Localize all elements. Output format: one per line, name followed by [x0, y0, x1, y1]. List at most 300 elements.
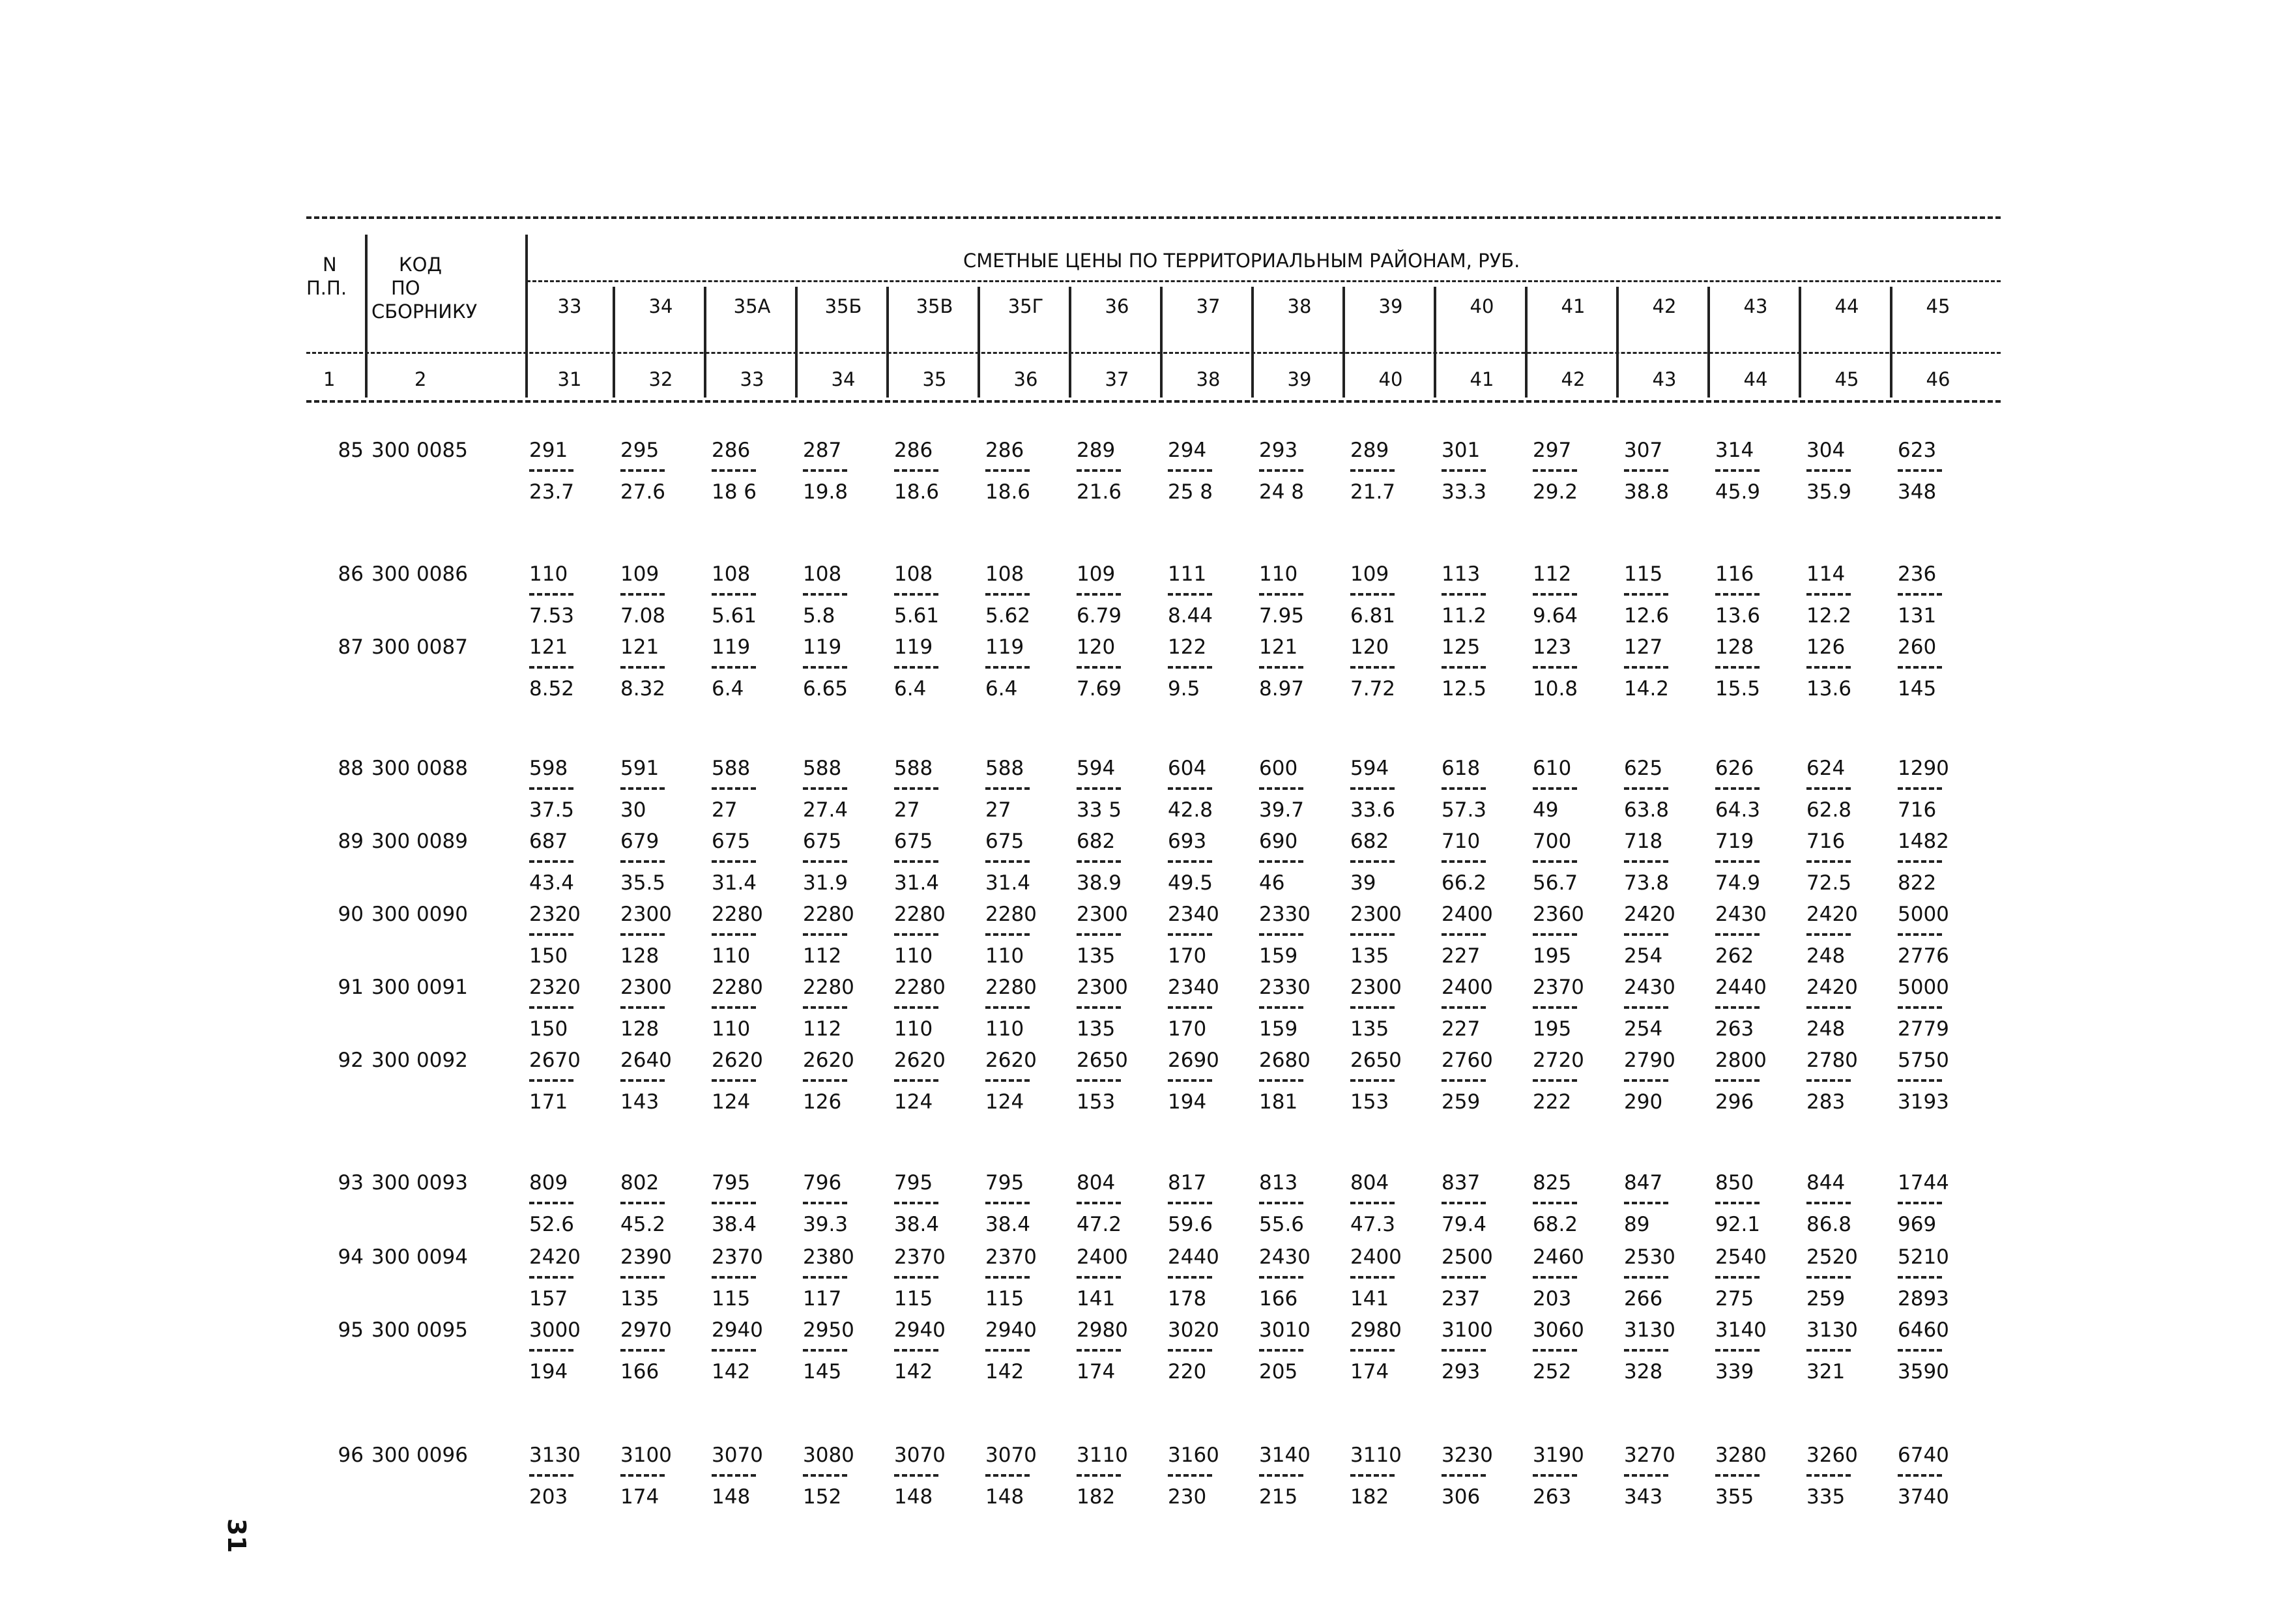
district-header-12: 41 [1561, 295, 1586, 317]
fraction-rule [712, 1079, 756, 1082]
fraction-rule [1806, 1474, 1851, 1477]
row-number: 92 [338, 1049, 364, 1072]
price-part: 248 [1806, 944, 1846, 968]
row-number: 87 [338, 635, 364, 659]
price-total: 2980 [1350, 1318, 1402, 1342]
price-total: 675 [712, 830, 751, 853]
fraction-rule [1624, 860, 1668, 863]
fraction-rule [1624, 1006, 1668, 1009]
price-cell [1898, 759, 1979, 820]
price-part: 79.4 [1442, 1213, 1487, 1236]
fraction-rule [1350, 1474, 1395, 1477]
price-total: 119 [985, 635, 1024, 659]
price-cell [1168, 637, 1249, 699]
price-part: 174 [620, 1485, 659, 1509]
price-part: 969 [1898, 1213, 1937, 1236]
price-part: 21.7 [1350, 480, 1396, 504]
price-cell [1077, 1173, 1158, 1235]
price-cell [1168, 1051, 1249, 1112]
price-part: 170 [1168, 944, 1207, 968]
header-mid-rule [527, 280, 2001, 282]
row-label [325, 1320, 468, 1341]
fraction-rule [894, 1079, 938, 1082]
district-header-4: 35Б [824, 295, 862, 317]
fraction-rule [1168, 933, 1212, 936]
fraction-rule [1077, 860, 1121, 863]
fraction-rule [1533, 1006, 1577, 1009]
fraction-rule [1806, 933, 1851, 936]
price-total: 3080 [803, 1443, 854, 1467]
price-part: 181 [1259, 1090, 1298, 1114]
price-part: 262 [1715, 944, 1754, 968]
fraction-rule [894, 1474, 938, 1477]
price-cell [1898, 832, 1979, 893]
price-total: 295 [620, 439, 659, 462]
price-part: 8.44 [1168, 604, 1213, 628]
price-total: 2940 [712, 1318, 763, 1342]
price-part: 43.4 [529, 871, 575, 895]
price-part: 110 [894, 944, 933, 968]
fraction-rule [620, 787, 665, 790]
row-number: 91 [338, 976, 364, 999]
price-total: 588 [894, 757, 933, 780]
price-part: 12.2 [1806, 604, 1852, 628]
price-part: 8.52 [529, 677, 575, 701]
price-part: 195 [1533, 944, 1572, 968]
price-part: 6.65 [803, 677, 848, 701]
fraction-rule [894, 1349, 938, 1352]
price-part: 27 [894, 798, 920, 822]
fraction-rule [1715, 1474, 1760, 1477]
fraction-rule [1715, 1079, 1760, 1082]
price-total: 2790 [1624, 1049, 1675, 1072]
price-part: 6.4 [985, 677, 1018, 701]
row-label [325, 1051, 468, 1071]
fraction-rule [1624, 1474, 1668, 1477]
price-total: 2460 [1533, 1245, 1584, 1269]
price-total: 123 [1533, 635, 1572, 659]
price-part: 115 [894, 1287, 933, 1311]
fraction-rule [1259, 666, 1303, 669]
code-label-1: КОД [399, 254, 442, 276]
price-part: 12.5 [1442, 677, 1487, 701]
row-code: 300 0088 [371, 757, 468, 780]
fraction-rule [894, 1202, 938, 1204]
price-part: 39 [1350, 871, 1376, 895]
price-cell [1259, 1051, 1341, 1112]
price-part: 5.8 [803, 604, 835, 628]
price-cell [985, 564, 1067, 626]
fraction-rule [1806, 666, 1851, 669]
price-part: 145 [1898, 677, 1937, 701]
price-cell [1806, 1051, 1888, 1112]
price-total: 121 [529, 635, 568, 659]
price-cell [529, 1173, 611, 1235]
row-label [325, 832, 468, 852]
fraction-rule [1350, 1276, 1395, 1279]
fraction-rule [1898, 860, 1942, 863]
price-part: 31.4 [712, 871, 757, 895]
price-part: 115 [712, 1287, 751, 1311]
row-label [325, 1445, 468, 1466]
district-header-14: 43 [1743, 295, 1768, 317]
fraction-rule [1168, 1006, 1212, 1009]
fraction-rule [1715, 666, 1760, 669]
price-cell [529, 759, 611, 820]
price-part: 2776 [1898, 944, 1949, 968]
price-total: 700 [1533, 830, 1572, 853]
fraction-rule [712, 1202, 756, 1204]
price-total: 594 [1077, 757, 1116, 780]
price-part: 248 [1806, 1017, 1846, 1041]
price-part: 306 [1442, 1485, 1481, 1509]
fraction-rule [1442, 1079, 1486, 1082]
price-total: 837 [1442, 1171, 1481, 1195]
col2-label: 2 [414, 368, 427, 390]
price-cell [1077, 759, 1158, 820]
price-part: 74.9 [1715, 871, 1761, 895]
price-cell [620, 1445, 702, 1507]
price-total: 604 [1168, 757, 1207, 780]
price-total: 2650 [1350, 1049, 1402, 1072]
price-total: 2760 [1442, 1049, 1493, 1072]
fraction-rule [1898, 593, 1942, 596]
price-total: 114 [1806, 562, 1846, 586]
price-cell [803, 978, 884, 1039]
price-cell [620, 1247, 702, 1309]
fraction-rule [803, 1006, 847, 1009]
price-part: 38.8 [1624, 480, 1670, 504]
price-cell [1624, 1051, 1705, 1112]
price-cell [712, 1247, 793, 1309]
price-cell [1624, 1445, 1705, 1507]
price-cell [894, 905, 976, 966]
price-total: 3020 [1168, 1318, 1219, 1342]
fraction-rule [1259, 469, 1303, 472]
price-part: 7.69 [1077, 677, 1122, 701]
fraction-rule [894, 666, 938, 669]
price-cell [1442, 759, 1523, 820]
column-number-7: 37 [1105, 368, 1129, 390]
fraction-rule [620, 1079, 665, 1082]
price-cell [894, 1247, 976, 1309]
price-total: 625 [1624, 757, 1663, 780]
price-part: 215 [1259, 1485, 1298, 1509]
price-total: 260 [1898, 635, 1937, 659]
price-part: 7.72 [1350, 677, 1396, 701]
fraction-rule [803, 1079, 847, 1082]
price-part: 230 [1168, 1485, 1207, 1509]
price-part: 42.8 [1168, 798, 1213, 822]
price-cell [894, 832, 976, 893]
price-cell [620, 1173, 702, 1235]
fraction-rule [1715, 1276, 1760, 1279]
price-part: 227 [1442, 1017, 1481, 1041]
price-part: 31.4 [985, 871, 1031, 895]
price-part: 27.6 [620, 480, 666, 504]
fraction-rule [985, 1202, 1030, 1204]
header-top-rule [306, 216, 2001, 219]
fraction-rule [894, 1276, 938, 1279]
price-cell [712, 978, 793, 1039]
price-cell [985, 1320, 1067, 1382]
price-part: 182 [1077, 1485, 1116, 1509]
fraction-rule [620, 1474, 665, 1477]
price-part: 35.5 [620, 871, 666, 895]
fraction-rule [1077, 593, 1121, 596]
price-cell [1533, 1051, 1614, 1112]
fraction-rule [1624, 933, 1668, 936]
price-total: 3140 [1715, 1318, 1767, 1342]
price-part: 57.3 [1442, 798, 1487, 822]
price-total: 2330 [1259, 903, 1311, 926]
fraction-rule [1715, 933, 1760, 936]
price-total: 2640 [620, 1049, 672, 1072]
price-total: 3100 [620, 1443, 672, 1467]
fraction-rule [1442, 1006, 1486, 1009]
row-code: 300 0086 [371, 562, 468, 586]
price-total: 293 [1259, 439, 1298, 462]
price-part: 27.4 [803, 798, 848, 822]
fraction-rule [1350, 1349, 1395, 1352]
price-total: 5000 [1898, 976, 1949, 999]
price-cell [1806, 832, 1888, 893]
fraction-rule [1715, 787, 1760, 790]
row-label [325, 1247, 468, 1268]
price-cell [712, 441, 793, 502]
price-part: 150 [529, 1017, 568, 1041]
row-number: 93 [338, 1171, 364, 1195]
price-total: 120 [1350, 635, 1389, 659]
price-part: 27 [985, 798, 1011, 822]
fraction-rule [1350, 1079, 1395, 1082]
price-total: 2320 [529, 903, 581, 926]
price-cell [803, 832, 884, 893]
price-cell [712, 1320, 793, 1382]
price-part: 128 [620, 944, 659, 968]
fraction-rule [1168, 1349, 1212, 1352]
price-cell [1077, 1320, 1158, 1382]
fraction-rule [894, 933, 938, 936]
price-part: 254 [1624, 944, 1663, 968]
column-number-11: 41 [1470, 368, 1494, 390]
price-total: 5000 [1898, 903, 1949, 926]
price-cell [894, 1320, 976, 1382]
column-number-14: 44 [1743, 368, 1768, 390]
price-total: 2280 [894, 903, 946, 926]
price-total: 2440 [1715, 976, 1767, 999]
price-cell [1077, 1051, 1158, 1112]
price-total: 286 [712, 439, 751, 462]
price-part: 141 [1077, 1287, 1116, 1311]
price-cell [803, 1320, 884, 1382]
price-total: 121 [1259, 635, 1298, 659]
price-total: 2280 [712, 903, 763, 926]
fraction-rule [1259, 933, 1303, 936]
price-cell [1806, 564, 1888, 626]
fraction-rule [1259, 1006, 1303, 1009]
price-cell [1624, 1247, 1705, 1309]
price-part: 150 [529, 944, 568, 968]
price-total: 3280 [1715, 1443, 1767, 1467]
price-total: 682 [1350, 830, 1389, 853]
price-part: 145 [803, 1360, 842, 1384]
fraction-rule [803, 1202, 847, 1204]
price-total: 2680 [1259, 1049, 1311, 1072]
price-part: 18.6 [985, 480, 1031, 504]
fraction-rule [1533, 787, 1577, 790]
row-number: 95 [338, 1318, 364, 1342]
price-total: 3060 [1533, 1318, 1584, 1342]
price-total: 2280 [894, 976, 946, 999]
price-cell [1715, 1247, 1797, 1309]
price-part: 68.2 [1533, 1213, 1578, 1236]
price-total: 850 [1715, 1171, 1754, 1195]
price-cell [1077, 564, 1158, 626]
price-total: 2370 [1533, 976, 1584, 999]
fraction-rule [803, 469, 847, 472]
price-total: 3070 [985, 1443, 1037, 1467]
price-total: 287 [803, 439, 842, 462]
price-cell [1259, 1320, 1341, 1382]
price-total: 3160 [1168, 1443, 1219, 1467]
price-cell [1442, 905, 1523, 966]
column-number-4: 34 [831, 368, 856, 390]
price-cell [1442, 978, 1523, 1039]
fraction-rule [803, 1276, 847, 1279]
fraction-rule [712, 1474, 756, 1477]
fraction-rule [1442, 593, 1486, 596]
price-total: 108 [894, 562, 933, 586]
price-cell [1806, 637, 1888, 699]
price-part: 166 [620, 1360, 659, 1384]
price-cell [1168, 564, 1249, 626]
price-cell [803, 1247, 884, 1309]
price-part: 153 [1350, 1090, 1389, 1114]
price-cell [1168, 978, 1249, 1039]
fraction-rule [712, 1349, 756, 1352]
page-number: 31 [222, 1518, 251, 1553]
price-total: 108 [803, 562, 842, 586]
fraction-rule [1077, 787, 1121, 790]
price-part: 328 [1624, 1360, 1663, 1384]
fraction-rule [1168, 1276, 1212, 1279]
fraction-rule [1077, 469, 1121, 472]
fraction-rule [1350, 469, 1395, 472]
fraction-rule [985, 1006, 1030, 1009]
price-part: 178 [1168, 1287, 1207, 1311]
price-cell [1806, 1173, 1888, 1235]
price-total: 119 [894, 635, 933, 659]
price-cell [1259, 1173, 1341, 1235]
price-cell [1442, 1320, 1523, 1382]
price-part: 11.2 [1442, 604, 1487, 628]
price-cell [1350, 1051, 1432, 1112]
price-cell [1533, 441, 1614, 502]
price-part: 296 [1715, 1090, 1754, 1114]
fraction-rule [620, 860, 665, 863]
price-part: 142 [894, 1360, 933, 1384]
column-number-13: 43 [1652, 368, 1677, 390]
price-cell [1350, 637, 1432, 699]
price-part: 171 [529, 1090, 568, 1114]
price-cell [1259, 759, 1341, 820]
price-cell [1715, 1445, 1797, 1507]
fraction-rule [1624, 1079, 1668, 1082]
price-total: 2330 [1259, 976, 1311, 999]
price-part: 52.6 [529, 1213, 575, 1236]
price-part: 131 [1898, 604, 1937, 628]
price-total: 2420 [529, 1245, 581, 1269]
price-cell [803, 637, 884, 699]
fraction-rule [712, 933, 756, 936]
price-cell [1898, 1173, 1979, 1235]
fraction-rule [1442, 933, 1486, 936]
price-total: 623 [1898, 439, 1937, 462]
fraction-rule [1259, 1202, 1303, 1204]
fraction-rule [1806, 1079, 1851, 1082]
row-label [325, 637, 468, 658]
price-cell [1350, 564, 1432, 626]
price-total: 2620 [803, 1049, 854, 1072]
header-bottom-rule [306, 400, 2001, 403]
price-total: 844 [1806, 1171, 1846, 1195]
price-part: 39.7 [1259, 798, 1305, 822]
price-total: 109 [620, 562, 659, 586]
price-total: 6740 [1898, 1443, 1949, 1467]
price-part: 5.61 [712, 604, 757, 628]
price-part: 110 [985, 944, 1024, 968]
price-part: 263 [1533, 1485, 1572, 1509]
price-total: 113 [1442, 562, 1481, 586]
fraction-rule [712, 469, 756, 472]
price-cell [1715, 832, 1797, 893]
fraction-rule [1259, 593, 1303, 596]
pp-label: П.П. [306, 277, 347, 299]
price-cell [1442, 1445, 1523, 1507]
price-part: 283 [1806, 1090, 1846, 1114]
price-total: 128 [1715, 635, 1754, 659]
price-part: 141 [1350, 1287, 1389, 1311]
price-total: 2690 [1168, 1049, 1219, 1072]
price-cell [1624, 1320, 1705, 1382]
price-cell [1259, 1445, 1341, 1507]
price-total: 847 [1624, 1171, 1663, 1195]
price-part: 8.97 [1259, 677, 1305, 701]
price-total: 618 [1442, 757, 1481, 780]
district-header-7: 36 [1105, 295, 1129, 317]
price-cell [712, 1051, 793, 1112]
price-cell [620, 564, 702, 626]
fraction-rule [1533, 1079, 1577, 1082]
fraction-rule [1350, 860, 1395, 863]
row-number: 88 [338, 757, 364, 780]
row-code: 300 0089 [371, 830, 468, 853]
price-cell [712, 564, 793, 626]
price-total: 2340 [1168, 976, 1219, 999]
price-total: 301 [1442, 439, 1481, 462]
fraction-rule [620, 1006, 665, 1009]
price-part: 31.9 [803, 871, 848, 895]
price-part: 3193 [1898, 1090, 1949, 1114]
fraction-rule [1442, 1349, 1486, 1352]
fraction-rule [1806, 860, 1851, 863]
price-part: 59.6 [1168, 1213, 1213, 1236]
price-part: 63.8 [1624, 798, 1670, 822]
price-cell [1624, 832, 1705, 893]
price-total: 804 [1077, 1171, 1116, 1195]
price-part: 2893 [1898, 1287, 1949, 1311]
